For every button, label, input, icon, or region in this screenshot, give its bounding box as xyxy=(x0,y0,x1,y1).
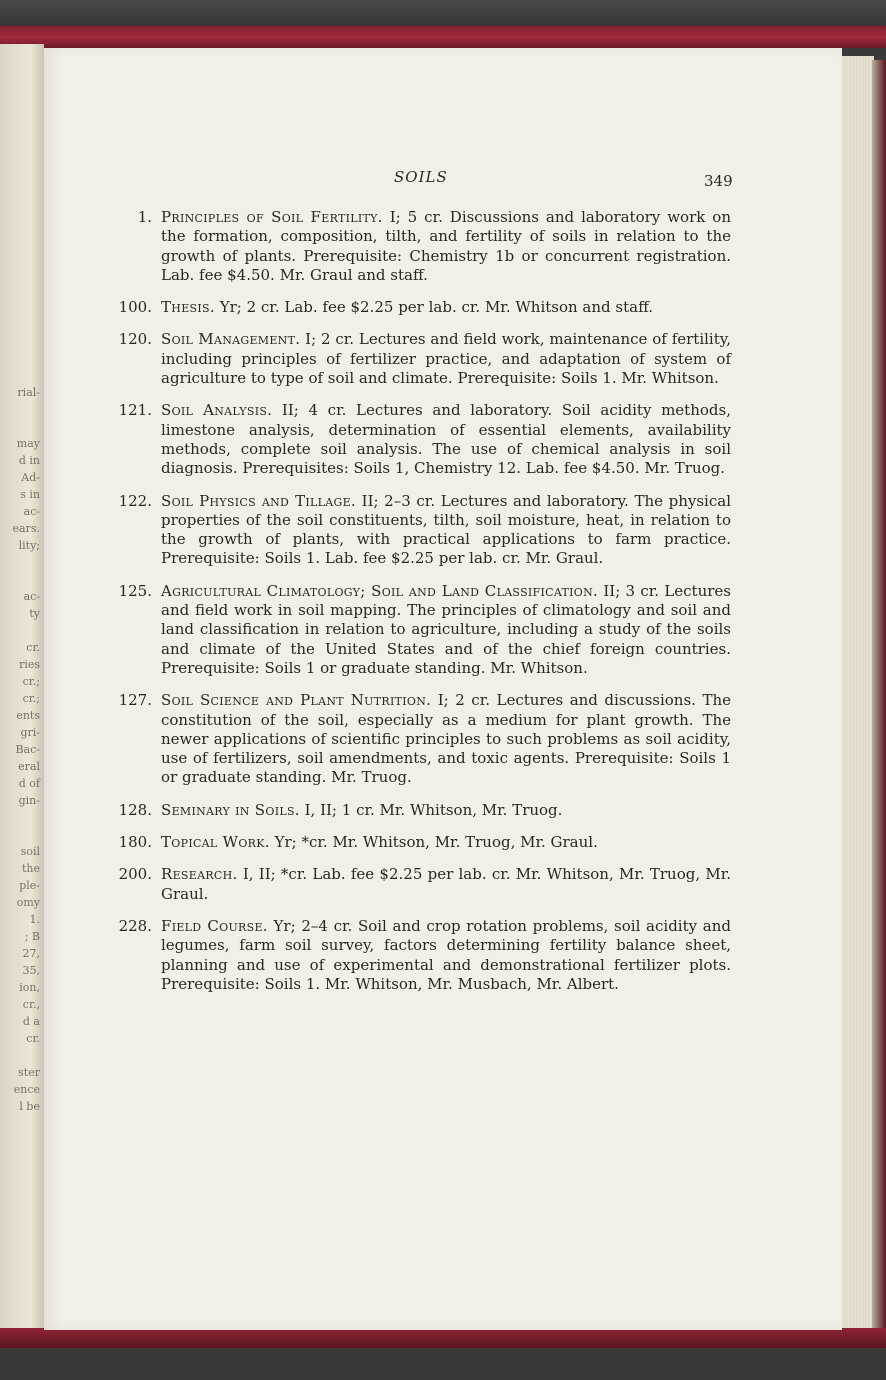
course-title: Topical Work. xyxy=(161,833,270,852)
course-list xyxy=(44,208,842,1007)
course-body: Yr; 2 cr. Lab. fee $2.25 per lab. cr. Mr. Whitson and staff. xyxy=(219,298,653,317)
course-title: Soil Science and Plant Nutrition. xyxy=(161,691,432,710)
course-title: Soil Physics and Tillage. xyxy=(161,491,356,510)
course-entry xyxy=(44,801,842,820)
course-title: Principles of Soil Fertility. xyxy=(161,208,383,226)
course-body: I, II; *cr. Lab. fee $2.25 per lab. cr. Mr. Whitson, Mr. Truog, Mr. Graul. xyxy=(161,865,731,903)
course-entry xyxy=(44,492,842,569)
course-body: I, II; 1 cr. Mr. Whitson, Mr. Truog. xyxy=(304,800,563,819)
course-description xyxy=(161,492,731,569)
page-number: 349 xyxy=(704,172,733,190)
course-entry xyxy=(44,917,842,994)
course-body: Yr; 2–4 cr. Soil and crop rotation problems, soil acidity and legumes, farm soil survey, factors determining fertility balance sheet, planning and use of experimental and demonstrational fertilizer plots. Prerequisite: Soils 1. Mr. Whitson, Mr. Musbach, Mr. Albert. xyxy=(161,916,731,993)
course-description xyxy=(161,298,731,317)
running-title: SOILS xyxy=(394,168,448,186)
book-cover-edge-top xyxy=(0,26,886,48)
course-number: 180. xyxy=(118,833,152,852)
course-number: 128. xyxy=(118,800,152,819)
facing-page-margin-text: rial- may d in Ad- s in ac- ears. lity; ac- ty cr. ries cr.; cr.; ents gri- Bac- eral d of gin- soil the ple- omy 1. ; B 27, 35, ion, cr., d a cr. ster ence l be xyxy=(12,386,40,1113)
course-body: I; 2 cr. Lectures and field work, maintenance of fertility, including principles of fertilizer practice, and adaptation of system of agriculture to type of soil and climate. Prerequisite: Soils 1. Mr. Whitson. xyxy=(161,330,731,388)
course-title: Soil Analysis. xyxy=(161,401,273,420)
course-number: 122. xyxy=(118,491,152,510)
course-number: 121. xyxy=(118,401,152,420)
course-title: Field Course. xyxy=(161,916,268,935)
course-entry xyxy=(44,691,842,787)
page-block-edges xyxy=(838,56,874,1336)
course-entry xyxy=(44,208,842,285)
course-number: 228. xyxy=(118,916,152,935)
course-number: 200. xyxy=(118,865,152,884)
course-body: I; 5 cr. Discussions and laboratory work on the formation, composition, tilth, and fertility of soils in relation to the growth of plants. Prerequisite: Chemistry 1b or concurrent registration. Lab. fee $4.50. Mr. Graul and staff. xyxy=(161,208,731,284)
course-number: 127. xyxy=(118,691,152,710)
course-entry xyxy=(44,401,842,478)
course-description xyxy=(161,917,731,994)
course-body: Yr; *cr. Mr. Whitson, Mr. Truog, Mr. Graul. xyxy=(274,833,598,852)
course-description xyxy=(161,865,731,904)
course-description xyxy=(161,801,731,820)
course-description xyxy=(161,330,731,388)
course-number: 100. xyxy=(118,298,152,317)
course-title: Soil Management. xyxy=(161,330,301,349)
course-description xyxy=(161,691,731,787)
running-head xyxy=(44,162,842,190)
course-body: II; 2–3 cr. Lectures and laboratory. The physical properties of the soil constituents, tilth, soil moisture, heat, in relation to the growth of plants, with practical applications to farm practice. Prerequisite: Soils 1. Lab. fee $2.25 per lab. cr. Mr. Graul. xyxy=(161,491,731,568)
course-entry xyxy=(44,833,842,852)
course-title: Thesis. xyxy=(161,298,215,317)
book-cover-edge-bottom xyxy=(0,1328,886,1348)
course-body: I; 2 cr. Lectures and discussions. The constitution of the soil, especially as a medium for plant growth. The newer applications of scientific principles to such problems as soil acidity, use of fertilizers, soil amendments, and toxic agents. Prerequisite: Soils 1 or graduate standing. Mr. Truog. xyxy=(161,691,731,787)
course-title: Research. xyxy=(161,865,238,884)
course-entry xyxy=(44,298,842,317)
page-block-shadow xyxy=(872,60,886,1336)
course-entry xyxy=(44,582,842,678)
facing-page-edge xyxy=(0,44,44,1334)
course-entry xyxy=(44,330,842,388)
course-number: 125. xyxy=(118,581,152,600)
course-description xyxy=(161,401,731,478)
course-description xyxy=(161,582,731,678)
course-description xyxy=(161,208,731,285)
course-description xyxy=(161,833,731,852)
course-entry xyxy=(44,865,842,904)
course-number: 120. xyxy=(118,330,152,349)
course-title: Seminary in Soils. xyxy=(161,800,300,819)
course-body: II; 3 cr. Lectures and field work in soil mapping. The principles of climatology and soil and land classification in relation to agriculture, including a study of the soils and climate of the United States and of the chief foreign countries. Prerequisite: Soils 1 or graduate standing. Mr. Whitson. xyxy=(161,581,731,677)
course-number: 1. xyxy=(137,208,152,226)
course-body: II; 4 cr. Lectures and laboratory. Soil acidity methods, limestone analysis, determination of essential elements, availability methods, complete soil analysis. The use of chemical analysis in soil diagnosis. Prerequisites: Soils 1, Chemistry 12. Lab. fee $4.50. Mr. Truog. xyxy=(161,401,731,478)
course-title: Agricultural Climatology; Soil and Land Classification. xyxy=(161,581,599,600)
